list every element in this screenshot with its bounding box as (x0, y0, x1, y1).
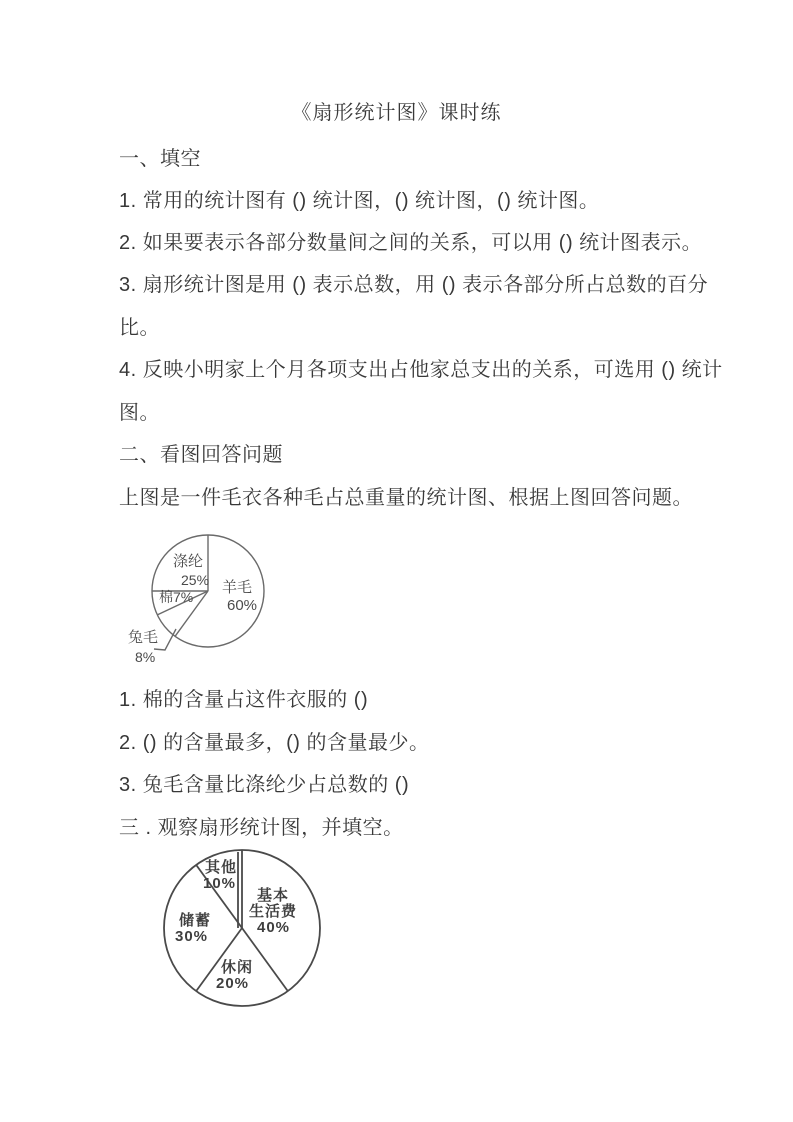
pie1-polyester-value: 25% (181, 572, 210, 588)
section2-question-1: 1. 棉的含量占这件衣服的 () (119, 689, 369, 711)
section3-heading: 三 . 观察扇形统计图，并填空。 (119, 817, 404, 839)
section2-question-2: 2. () 的含量最多，() 的含量最少。 (119, 732, 430, 754)
pie2-basic-living-label-line1: 基本 (257, 887, 290, 904)
pie2-savings-label: 储蓄 (179, 912, 212, 929)
pie2-other-label: 其他 (205, 859, 238, 876)
pie1-cotton-label (159, 590, 193, 605)
section2-heading: 二、看图回答问题 (119, 444, 283, 466)
pie-chart-expenses (155, 843, 340, 1015)
section1-question-2: 2. 如果要表示各部分数量间之间的关系，可以用 () 统计图表示。 (119, 232, 703, 254)
pie2-savings-value: 30% (175, 928, 209, 945)
pie1-cotton-value: 7% (173, 589, 194, 605)
section1-question-4-line1: 4. 反映小明家上个月各项支出占他家总支出的关系，可选用 () 统计 (119, 359, 723, 381)
section1-question-4-line2: 图。 (119, 402, 160, 424)
section1-heading: 一、填空 (119, 148, 201, 170)
pie1-rabbit-hair-value: 8% (135, 649, 156, 665)
section1-question-1: 1. 常用的统计图有 () 统计图，() 统计图，() 统计图。 (119, 190, 600, 212)
section1-question-3-line2: 比。 (119, 317, 160, 339)
pie2-other-value: 10% (203, 875, 237, 892)
pie2-leisure-value: 20% (216, 975, 250, 992)
pie2-basic-living-value: 40% (257, 919, 291, 936)
pie1-wool-label: 羊毛 (222, 579, 253, 596)
section2-intro: 上图是一件毛衣各种毛占总重量的统计图、根据上图回答问题。 (119, 487, 693, 509)
section2-question-3: 3. 兔毛含量比涤纶少占总数的 () (119, 774, 410, 796)
pie2-leisure-label: 休闲 (221, 959, 254, 976)
page-title: 《扇形统计图》课时练 (291, 102, 502, 124)
pie1-polyester-label: 涤纶 (173, 553, 204, 570)
pie-chart-sweater (110, 523, 295, 673)
pie2-basic-living-label-line2: 生活费 (249, 903, 298, 920)
section1-question-3-line1: 3. 扇形统计图是用 () 表示总数，用 () 表示各部分所占总数的百分 (119, 274, 709, 296)
pie1-rabbit-hair-label: 兔毛 (128, 629, 159, 646)
pie1-cotton-name: 棉 (159, 589, 173, 605)
pie1-wool-value: 60% (227, 597, 258, 614)
